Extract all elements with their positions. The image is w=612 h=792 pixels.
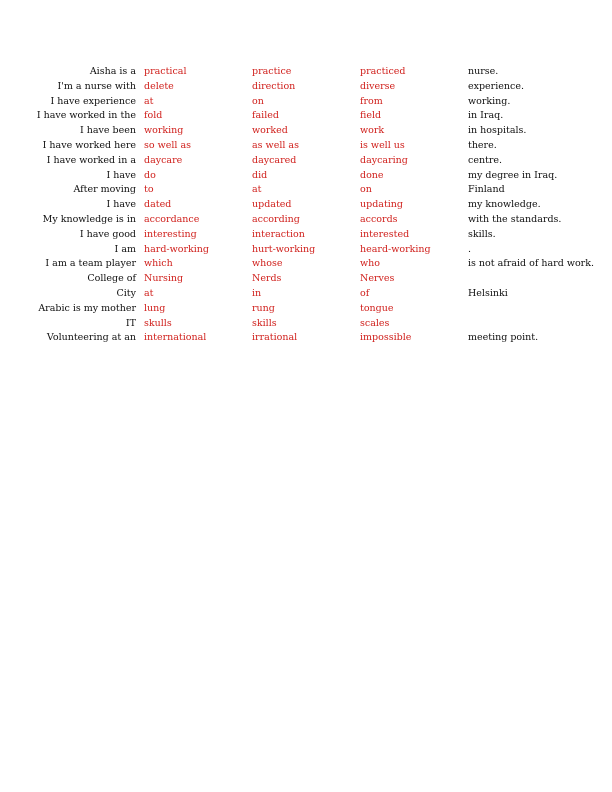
answer-option-3[interactable]: on <box>360 184 372 196</box>
exercise-row <box>0 65 612 80</box>
sentence-prefix: I have good <box>79 228 136 240</box>
answer-option-2[interactable]: daycared <box>252 154 297 166</box>
sentence-suffix: . <box>468 243 472 255</box>
answer-option-1[interactable]: practical <box>144 66 187 77</box>
sentence-suffix: in hospitals. <box>468 125 527 137</box>
sentence-prefix: I have worked in a <box>46 154 136 166</box>
answer-option-2[interactable]: did <box>252 169 268 181</box>
exercise-row <box>0 317 612 332</box>
answer-option-1[interactable]: lung <box>144 302 166 314</box>
sentence-prefix: Arabic is my mother <box>38 302 136 314</box>
sentence-prefix: IT <box>125 317 136 329</box>
answer-option-3[interactable]: daycaring <box>360 154 408 166</box>
answer-option-2[interactable]: hurt-working <box>252 243 316 255</box>
answer-option-1[interactable]: at <box>144 95 154 107</box>
exercise-row <box>0 198 612 213</box>
answer-option-2[interactable]: interaction <box>252 228 305 240</box>
answer-option-3[interactable]: diverse <box>360 80 396 92</box>
sentence-suffix: my degree in Iraq. <box>468 169 558 181</box>
sentence-prefix: I have <box>106 199 136 211</box>
sentence-prefix: I have worked in the <box>36 110 136 122</box>
answer-option-1[interactable]: do <box>144 169 156 181</box>
answer-option-3[interactable]: impossible <box>360 332 412 344</box>
answer-option-2[interactable]: practice <box>252 66 292 77</box>
answer-option-3[interactable]: work <box>360 125 385 137</box>
exercise-row <box>0 109 612 124</box>
answer-option-2[interactable]: according <box>252 213 300 225</box>
answer-option-3[interactable]: done <box>360 169 384 181</box>
answer-option-1[interactable]: dated <box>144 199 172 211</box>
sentence-suffix: Helsinki <box>468 287 508 299</box>
sentence-prefix: I am <box>114 243 136 255</box>
exercise-row <box>0 95 612 110</box>
answer-option-1[interactable]: delete <box>144 80 174 92</box>
sentence-prefix: City <box>116 287 136 299</box>
sentence-suffix: with the standards. <box>468 213 562 225</box>
answer-option-1[interactable]: Nursing <box>144 273 184 285</box>
exercise-row <box>0 154 612 169</box>
sentence-prefix: After moving <box>73 184 136 196</box>
answer-option-3[interactable]: who <box>360 258 380 270</box>
exercise-row <box>0 287 612 302</box>
exercise-row <box>0 243 612 258</box>
answer-option-3[interactable]: updating <box>360 199 404 211</box>
answer-option-2[interactable]: on <box>252 95 264 107</box>
answer-option-3[interactable]: practiced <box>360 66 406 77</box>
exercise-row <box>0 257 612 272</box>
exercise-row <box>0 80 612 95</box>
answer-option-3[interactable]: field <box>360 110 382 122</box>
answer-option-2[interactable]: worked <box>252 125 288 137</box>
answer-option-3[interactable]: interested <box>360 228 410 240</box>
answer-option-2[interactable]: as well as <box>252 139 299 151</box>
answer-option-1[interactable]: skulls <box>144 317 172 329</box>
sentence-suffix: skills. <box>468 228 496 240</box>
answer-option-3[interactable]: from <box>360 95 383 107</box>
exercise-row <box>0 213 612 228</box>
answer-option-3[interactable]: is well us <box>360 139 405 151</box>
answer-option-1[interactable]: fold <box>144 110 163 122</box>
sentence-suffix: my knowledge. <box>468 199 541 211</box>
sentence-suffix: Finland <box>468 184 505 196</box>
answer-option-2[interactable]: in <box>252 287 262 299</box>
exercise-row <box>0 331 612 346</box>
answer-option-1[interactable]: to <box>144 184 154 196</box>
answer-option-2[interactable]: failed <box>252 110 279 122</box>
answer-option-2[interactable]: direction <box>252 80 296 92</box>
answer-option-3[interactable]: scales <box>360 317 390 329</box>
answer-option-3[interactable]: Nerves <box>360 273 395 285</box>
answer-option-2[interactable]: skills <box>252 317 277 329</box>
answer-option-3[interactable]: heard-working <box>360 243 431 255</box>
sentence-suffix: is not afraid of hard work. <box>468 258 594 270</box>
answer-option-1[interactable]: at <box>144 287 154 299</box>
sentence-suffix: working. <box>468 95 511 107</box>
sentence-suffix: meeting point. <box>468 332 539 344</box>
exercise-row <box>0 124 612 139</box>
answer-option-2[interactable]: Nerds <box>252 273 282 285</box>
answer-option-1[interactable]: which <box>144 258 173 270</box>
exercise-row <box>0 169 612 184</box>
answer-option-3[interactable]: accords <box>360 213 398 225</box>
sentence-prefix: I am a team player <box>45 258 136 270</box>
answer-option-1[interactable]: interesting <box>144 228 197 240</box>
sentence-prefix: I'm a nurse with <box>57 80 136 92</box>
answer-option-2[interactable]: at <box>252 184 262 196</box>
answer-option-2[interactable]: irrational <box>252 332 298 344</box>
sentence-prefix: My knowledge is in <box>42 213 136 225</box>
sentence-prefix: College of <box>87 273 136 285</box>
sentence-suffix: in Iraq. <box>468 110 504 122</box>
sentence-suffix: experience. <box>468 80 524 92</box>
exercise-row <box>0 272 612 287</box>
sentence-suffix: centre. <box>468 154 503 166</box>
exercise-row <box>0 139 612 154</box>
exercise-row <box>0 302 612 317</box>
exercise-row <box>0 228 612 243</box>
sentence-prefix: Volunteering at an <box>46 332 136 344</box>
sentence-suffix: there. <box>468 139 497 151</box>
sentence-prefix: I have been <box>79 125 136 137</box>
answer-option-1[interactable]: daycare <box>144 154 183 166</box>
answer-option-2[interactable]: whose <box>252 258 283 270</box>
answer-option-1[interactable]: international <box>144 332 207 344</box>
exercise-row <box>0 183 612 198</box>
answer-option-1[interactable]: hard-working <box>144 243 210 255</box>
answer-option-1[interactable]: working <box>144 125 184 137</box>
answer-option-1[interactable]: so well as <box>144 139 192 151</box>
answer-option-2[interactable]: rung <box>252 302 275 314</box>
sentence-suffix: nurse. <box>468 66 499 77</box>
answer-option-2[interactable]: updated <box>252 199 292 211</box>
sentence-prefix: I have <box>106 169 136 181</box>
answer-option-1[interactable]: accordance <box>144 213 200 225</box>
answer-option-3[interactable]: of <box>360 287 370 299</box>
exercise-sheet <box>0 65 612 346</box>
sentence-prefix: Aisha is a <box>89 66 136 77</box>
sentence-prefix: I have experience <box>50 95 136 107</box>
answer-option-3[interactable]: tongue <box>360 302 394 314</box>
sentence-prefix: I have worked here <box>42 139 136 151</box>
